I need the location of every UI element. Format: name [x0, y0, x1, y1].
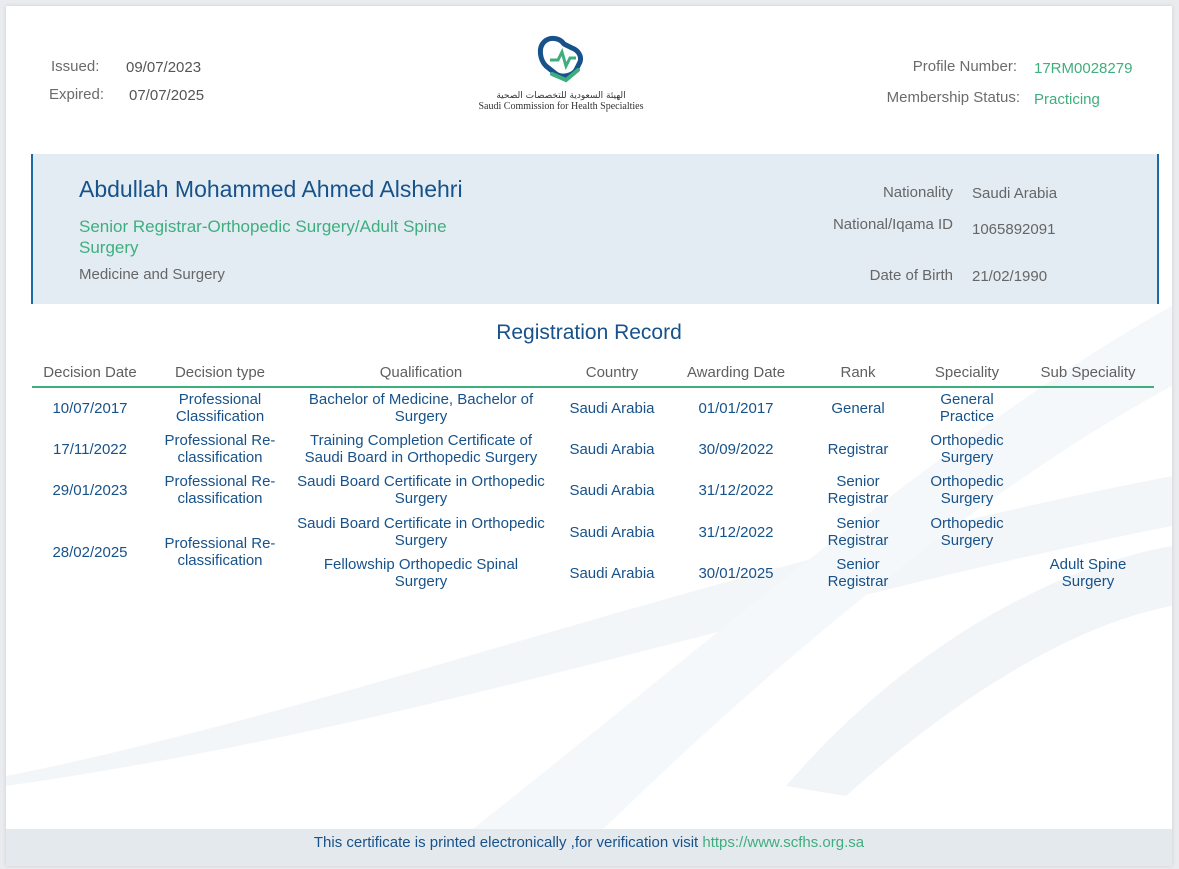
rank-cell: Senior Registrar — [827, 515, 889, 549]
nationality-label: Nationality — [882, 184, 953, 201]
decision-type-cell: Professional Re-classification — [164, 473, 276, 507]
col-sub-speciality: Sub Speciality — [1040, 364, 1136, 381]
person-info-band — [31, 154, 1159, 304]
person-name: Abdullah Mohammed Ahmed Alshehri — [79, 176, 463, 202]
rank-cell: Senior Registrar — [827, 473, 889, 507]
membership-status-value: Practicing — [1034, 91, 1100, 108]
verification-link[interactable]: https://www.scfhs.org.sa — [702, 834, 865, 851]
logo-english-text: Saudi Commission for Health Specialties — [478, 101, 644, 112]
issued-label: Issued: — [51, 58, 100, 75]
speciality-cell: Orthopedic Surgery — [930, 473, 1004, 507]
national-id-label: National/Iqama ID — [832, 216, 953, 233]
rank-cell: Registrar — [827, 441, 889, 458]
membership-status-label: Membership Status: — [886, 89, 1020, 106]
speciality-cell: Orthopedic Surgery — [930, 432, 1004, 466]
decision-date-cell: 29/01/2023 — [52, 482, 128, 499]
person-title: Senior Registrar-Orthopedic Surgery/Adult Spine Surgery — [79, 217, 447, 257]
col-country: Country — [585, 364, 639, 381]
national-id-value: 1065892091 — [972, 221, 1056, 238]
awarding-date-cell: 01/01/2017 — [698, 400, 774, 417]
country-cell: Saudi Arabia — [569, 441, 655, 458]
footer-text: This certificate is printed electronically ,for verification visit — [313, 834, 699, 851]
decision-date-cell: 28/02/2025 — [52, 544, 128, 561]
qualification-cell: Fellowship Orthopedic Spinal Surgery — [323, 556, 519, 590]
col-speciality: Speciality — [934, 364, 1000, 381]
rank-cell: General — [831, 400, 885, 417]
rank-cell: Senior Registrar — [827, 556, 889, 590]
footer-bar — [6, 829, 1172, 866]
country-cell: Saudi Arabia — [569, 482, 655, 499]
header-divider — [32, 386, 1154, 388]
col-qualification: Qualification — [379, 364, 463, 381]
awarding-date-cell: 30/01/2025 — [698, 565, 774, 582]
decision-date-cell: 17/11/2022 — [53, 441, 127, 458]
awarding-date-cell: 31/12/2022 — [698, 524, 774, 541]
speciality-cell: General Practice — [939, 391, 995, 425]
profile-number-label: Profile Number: — [912, 58, 1017, 75]
qualification-cell: Bachelor of Medicine, Bachelor of Surgery — [308, 391, 534, 425]
nationality-value: Saudi Arabia — [972, 185, 1058, 202]
saudi-map-heartbeat-icon — [526, 34, 596, 84]
date-of-birth-label: Date of Birth — [869, 267, 953, 284]
profile-number-value: 17RM0028279 — [1034, 60, 1133, 77]
awarding-date-cell: 31/12/2022 — [698, 482, 774, 499]
logo-arabic-text: الهيئة السعودية للتخصصات الصحية — [496, 91, 626, 101]
country-cell: Saudi Arabia — [569, 400, 655, 417]
registration-record-title: Registration Record — [496, 321, 682, 344]
issued-value: 09/07/2023 — [126, 59, 202, 76]
col-decision-type: Decision type — [174, 364, 266, 381]
col-awarding-date: Awarding Date — [686, 364, 786, 381]
person-specialty: Medicine and Surgery — [79, 266, 225, 283]
expired-label: Expired: — [49, 86, 105, 103]
decision-date-cell: 10/07/2017 — [52, 400, 128, 417]
country-cell: Saudi Arabia — [569, 524, 655, 541]
decision-type-cell: Professional Classification — [175, 391, 265, 425]
speciality-cell: Orthopedic Surgery — [930, 515, 1004, 549]
qualification-cell: Training Completion Certificate of Saudi Board in Orthopedic Surgery — [304, 432, 538, 466]
col-decision-date: Decision Date — [43, 364, 137, 381]
qualification-cell: Saudi Board Certificate in Orthopedic Surgery — [297, 473, 545, 507]
expired-value: 07/07/2025 — [129, 87, 205, 104]
qualification-cell: Saudi Board Certificate in Orthopedic Surgery — [297, 515, 545, 549]
sub-speciality-cell: Adult Spine Surgery — [1049, 556, 1127, 590]
certificate-page — [6, 6, 1172, 866]
scfhs-logo — [461, 34, 661, 124]
country-cell: Saudi Arabia — [569, 565, 655, 582]
decision-type-cell: Professional Re-classification — [164, 535, 276, 569]
date-of-birth-value: 21/02/1990 — [972, 268, 1048, 285]
awarding-date-cell: 30/09/2022 — [698, 441, 774, 458]
decision-type-cell: Professional Re-classification — [164, 432, 276, 466]
col-rank: Rank — [840, 364, 876, 381]
